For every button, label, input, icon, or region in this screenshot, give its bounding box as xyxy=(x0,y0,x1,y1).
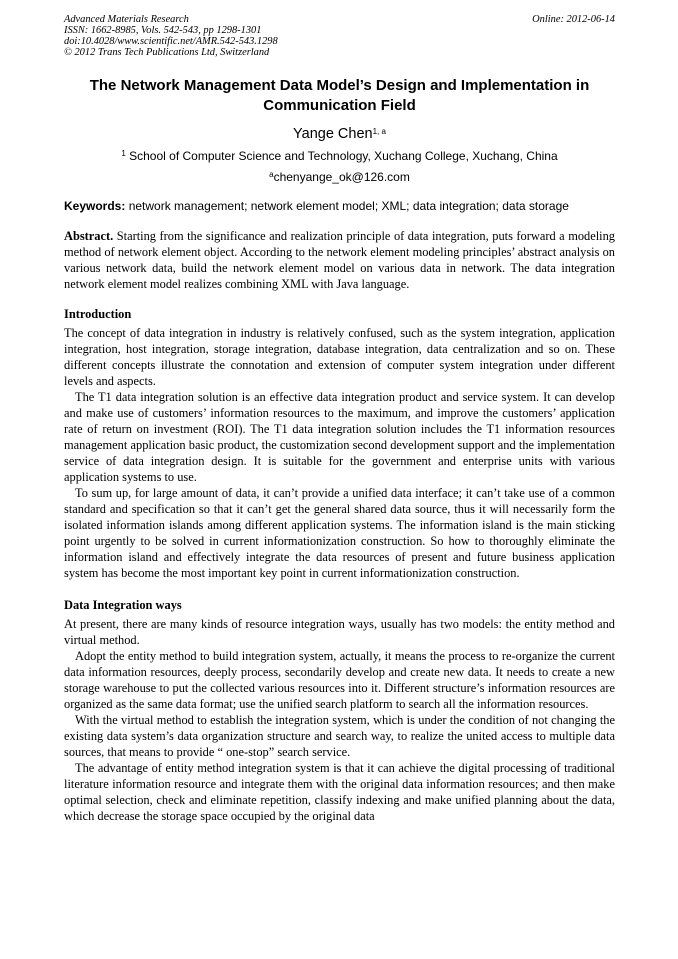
keywords-label: Keywords: xyxy=(64,199,126,213)
ways-paragraph-3: With the virtual method to establish the integration system, which is under the condition of not changing the existing data system’s data organization structure and search way, to realize the united access to multiple data sources, that means to provide “ one-stop” search service. xyxy=(64,713,615,759)
copyright-line: © 2012 Trans Tech Publications Ltd, Switzerland xyxy=(64,47,270,58)
author-marks: 1, a xyxy=(372,127,386,136)
ways-paragraph-2: Adopt the entity method to build integration system, actually, it means the process to re-organize the current data information resources, deeply process, secondarily develop and create new data. It needs to create a new storage warehouse to put the collected various resources into it. Different structure’s information resources are organized as the same data format; use the unified search platform to search all the information resources. xyxy=(64,649,615,711)
affiliation-text: School of Computer Science and Technology, Xuchang College, Xuchang, China xyxy=(125,149,558,163)
intro-paragraph-2: The T1 data integration solution is an effective data integration product and service system. It can develop and make use of customers’ information resources to the maximum, and improve the customers’ application rate of return on investment (ROI). The T1 data integration solution includes the T1 information resources management application basic product, the customization second development support and the implementation service of data integration design. It is suitable for the government and enterprise units with various application systems to use. xyxy=(64,390,615,484)
ways-paragraph-1: At present, there are many kinds of resource integration ways, usually has two models: the entity method and virtual method. xyxy=(64,617,615,647)
paper-title: The Network Management Data Model’s Design and Implementation in Communication Field xyxy=(89,77,590,114)
email-mark: a xyxy=(269,170,274,179)
abstract xyxy=(64,228,615,292)
journal-name: Advanced Materials Research xyxy=(64,14,189,25)
section-heading-introduction: Introduction xyxy=(64,307,132,321)
keywords xyxy=(64,198,615,214)
author-name: Yange Chen xyxy=(293,126,373,142)
affiliation xyxy=(64,148,615,164)
email-text: chenyange_ok@126.com xyxy=(273,170,410,184)
abstract-text: Starting from the significance and realization principle of data integration, puts forward a modeling method of network element object. According to the network element modeling principles’ abstract analysis on various network data, build the network element model on various data in network. The data integration network element model realizes combining XML with Java language. xyxy=(64,229,615,291)
paper-page xyxy=(64,14,615,824)
affiliation-mark: 1 xyxy=(121,149,126,158)
journal-header xyxy=(64,14,615,58)
intro-paragraph-3: To sum up, for large amount of data, it can’t provide a unified data interface; it can’t take use of a common standard and specification so that it can’t get the general shared data source, thus it will necessarily form the isolated information islands among different application systems. The information island is the main sticking point urgently to be solved in current informationization construction. So how to thoroughly eliminate the information island and effectively integrate the data resources of present and future business application system has become the most important key point in current informationization construction. xyxy=(64,486,615,580)
keywords-text: network management; network element model; XML; data integration; data storage xyxy=(125,199,569,213)
doi-line: doi:10.4028/www.scientific.net/AMR.542-543.1298 xyxy=(64,36,278,47)
section-heading-data-integration-ways: Data Integration ways xyxy=(64,598,182,612)
online-date: Online: 2012-06-14 xyxy=(532,14,615,25)
author-email xyxy=(64,169,615,185)
ways-paragraph-4: The advantage of entity method integration system is that it can achieve the digital processing of traditional literature information resource and integrate them with the original data information resources; and then make optimal selection, check and eliminate repetition, classify indexing and make unified planning about the data, which decrease the storage space occupied by the original data xyxy=(64,761,615,823)
issn-line: ISSN: 1662-8985, Vols. 542-543, pp 1298-1301 xyxy=(64,25,262,36)
abstract-label: Abstract. xyxy=(64,229,114,243)
intro-paragraph-1: The concept of data integration in industry is relatively confused, such as the system integration, application integration, host integration, storage integration, database integration, data centralization and so on. These different concepts illustrate the connotation and extension of computer system integration under different levels and aspects. xyxy=(64,326,615,388)
author-line xyxy=(64,125,615,143)
